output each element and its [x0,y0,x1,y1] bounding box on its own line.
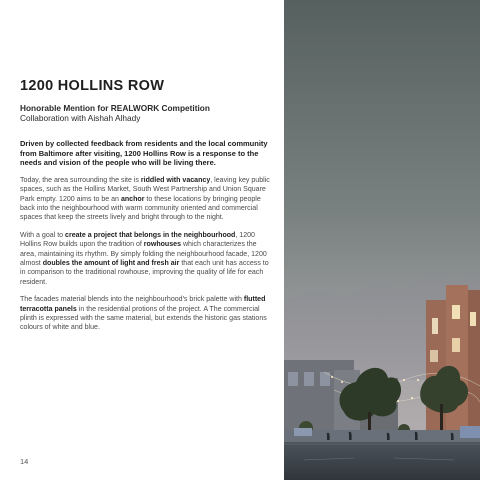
award-line: Honorable Mention for REALWORK Competition [20,103,210,113]
collaboration-line: Collaboration with Aishah Alhady [20,113,141,123]
text-column [20,78,270,333]
project-title: 1200 HOLLINS ROW [20,78,165,94]
text-run: which characterizes the area, maintaining its rhythm. By simply folding the neighbourhood facade, 1200 almost [20,241,267,268]
text-run: in the residential protions of the project. A The commercial plinth is expressed with the same material, but extends the historic gas stations colours of white and blue. [20,305,267,332]
emphasis: create a project that belongs in the neighbourhood [65,231,236,239]
text-run: , 1200 Hollins Row builds upon the tradition of [20,231,255,249]
emphasis: anchor [120,195,145,203]
lead-paragraph: Driven by collected feedback from residents and the local community from Baltimore after visiting, 1200 Hollins Row is a response to the needs and vision of the people who will be living there. [20,139,268,168]
subtitle [20,103,270,123]
street-rendering [284,0,480,480]
paragraph-rowhouses [20,231,270,287]
paragraph-materials [20,295,270,333]
text-run: With a goal to [20,231,66,239]
street [284,442,480,480]
text-run: , leaving key public spaces, such as the Hollins Market, South West Partnership and Union Square Park empty. 1200 aims to be an [20,176,270,203]
emphasis: doubles the amount of light and fresh air [42,260,180,268]
text-run: Today, the area surrounding the site is [20,176,141,184]
terracotta-building [426,285,480,440]
rendering-image [284,0,480,480]
text-run: The facades material blends into the neighbourhood's brick palette with [20,296,244,304]
text-run: that each unit has access to in comparison to the traditional rowhouse, improving the quality of life for each resident. [20,260,269,286]
emphasis: riddled with vacancy [140,176,211,184]
paragraph-vacancy [20,176,270,223]
emphasis: rowhouses [143,241,181,249]
emphasis: flutted terracotta panels [20,296,266,313]
text-run: to these locations by bringing people back into the neighbourhood with warm community oriented and commercial spaces that keep the streets lively and bright through to the night. [20,195,261,222]
page-number: 14 [20,457,29,466]
